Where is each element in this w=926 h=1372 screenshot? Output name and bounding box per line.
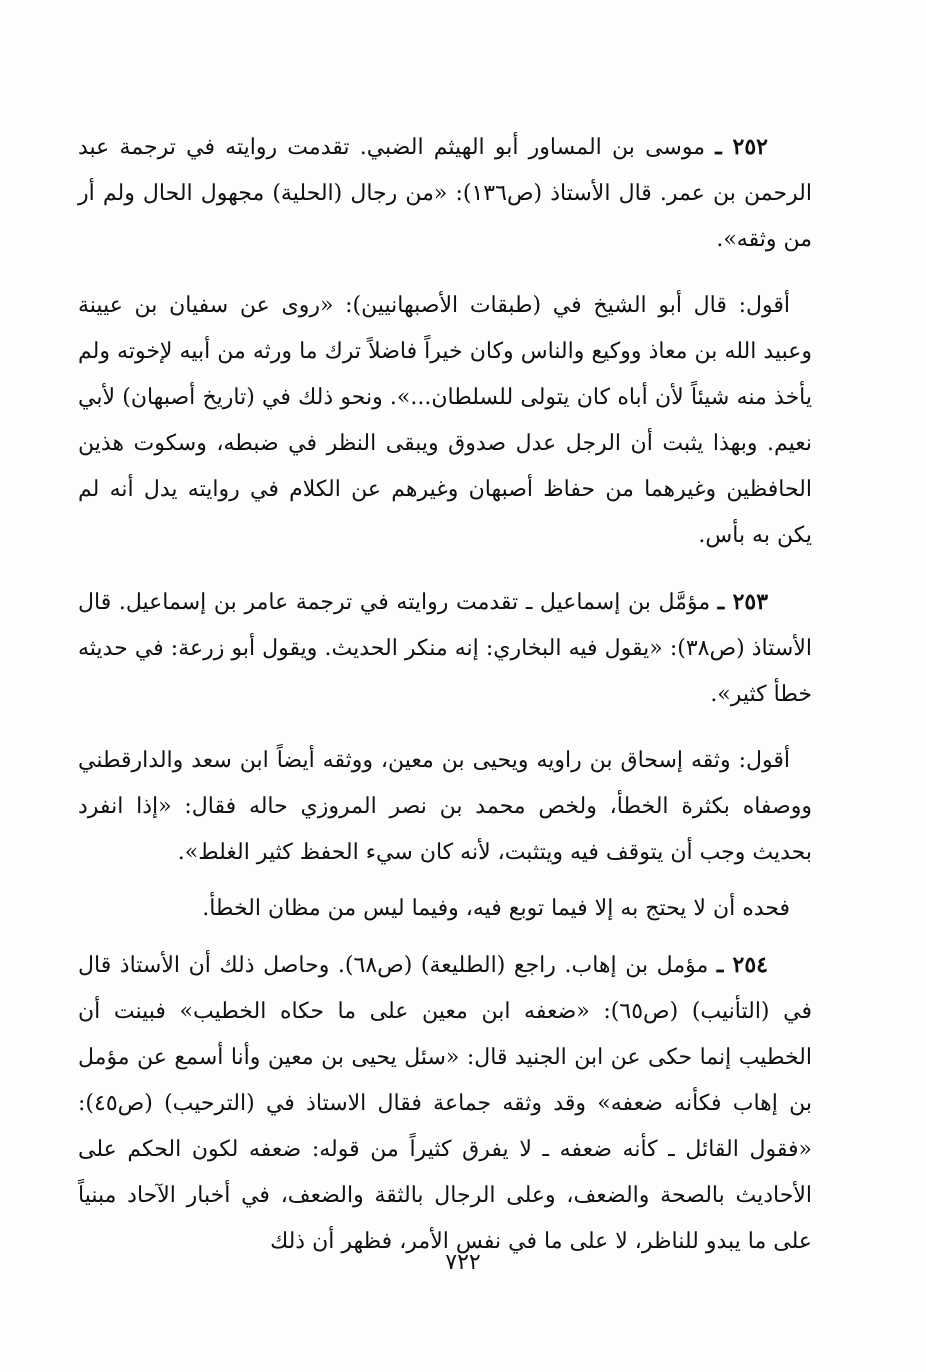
entry-text: موسى بن المساور أبو الهيثم الضبي. تقدمت روايته في ترجمة عبد الرحمن بن عمر. قال الأستاذ (ص١٣٦): «من رجال (الحلية) مجهول الحال ولم أر من وثقه».: [78, 135, 812, 252]
entry-number: ٢٥٤ ـ: [716, 952, 768, 978]
entry-253: [78, 579, 812, 718]
entry-text: مؤمل بن إهاب. راجع (الطليعة) (ص٦٨). وحاصل ذلك أن الأستاذ قال في (التأنيب) (ص٦٥): «ضعفه ابن معين على ما حكاه الخطيب» فبينت أن الخطيب إنما حكى عن ابن الجنيد قال: «سئل يحيى بن معين وأنا أسمع عن مؤمل بن إهاب فكأنه ضعفه» وقد وثقه جماعة فقال الاستاذ في (الترحيب) (ص٤٥): «فقول القائل ـ كأنه ضعفه ـ لا يفرق كثيراً من قوله: ضعفه لكون الحكم على الأحاديث بالصحة والضعف، وعلى الرجال بالثقة والضعف، في أخبار الآحاد مبنياً على ما يبدو للناظر، لا على ما في نفس الأمر، فظهر أن ذلك: [78, 953, 812, 1254]
paragraph-text: فحده أن لا يحتج به إلا فيما توبع فيه، وفيما ليس من مظان الخطأ.: [202, 896, 790, 921]
commentary-paragraph: [78, 738, 812, 876]
entry-252: [78, 124, 812, 263]
paragraph-text: أقول: قال أبو الشيخ في (طبقات الأصبهانيين): «روى عن سفيان بن عيينة وعبيد الله بن معاذ ووكيع والناس وكان خيراً فاضلاً ترك ما ورثه من أبيه لإخوته ولم يأخذ منه شيئاً لأن أباه كان يتولى للسلطان...». ونحو ذلك في (تاريخ أصبهان) لأبي نعيم. وبهذا يثبت أن الرجل عدل صدوق ويبقى النظر في ضبطه، وسكوت هذين الحافظين وغيرهما من حفاظ أصبهان وغيرهم عن الكلام في روايته يدل أنه لم يكن به بأس.: [78, 293, 812, 548]
conclusion-paragraph: [78, 886, 812, 932]
entry-number: ٢٥٢ ـ: [715, 134, 768, 160]
page-number: ٧٢٢: [445, 1250, 481, 1275]
commentary-paragraph: [78, 283, 812, 559]
page-body-text: [78, 124, 812, 1265]
entry-254: [78, 942, 812, 1265]
paragraph-text: أقول: وثقه إسحاق بن راويه ويحيى بن معين، ووثقه أيضاً ابن سعد والدارقطني ووصفاه بكثرة الخطأ، ولخص محمد بن نصر المروزي حاله فقال: «إذا انفرد بحديث وجب أن يتوقف فيه ويتثبت، لأنه كان سيء الحفظ كثير الغلط».: [78, 748, 812, 865]
entry-number: ٢٥٣ ـ: [717, 589, 769, 615]
entry-text: مؤمَّل بن إسماعيل ـ تقدمت روايته في ترجمة عامر بن إسماعيل. قال الأستاذ (ص٣٨): «يقول فيه البخاري: إنه منكر الحديث. ويقول أبو زرعة: في حديثه خطأ كثير».: [78, 590, 812, 707]
